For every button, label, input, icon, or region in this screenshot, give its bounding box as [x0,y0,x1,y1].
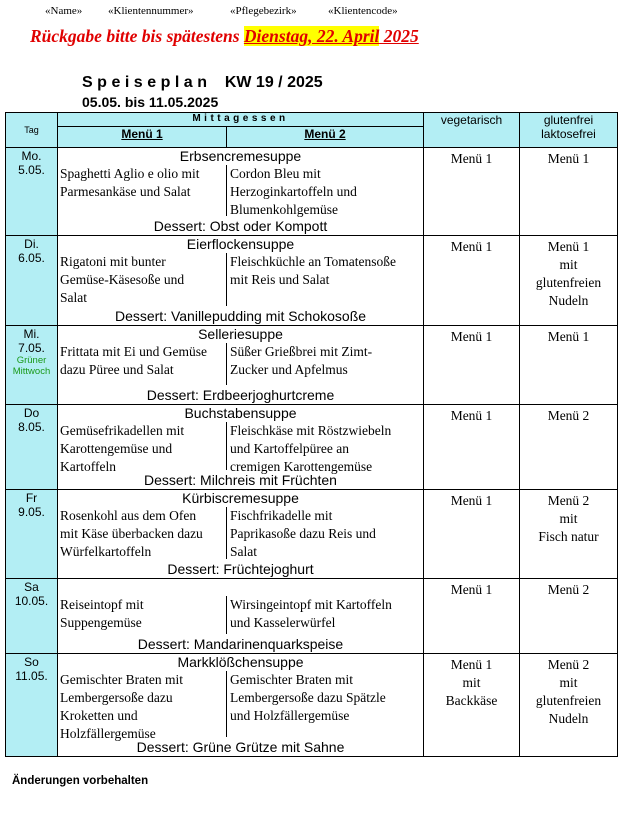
menu2-line: und Holzfällergemüse [230,708,350,723]
gf-line: Menü 2 [547,493,590,508]
day-name: Di. [24,237,39,251]
menu2-line: Wirsingeintopf mit Kartoffeln [230,597,392,612]
menu1-line: mit Käse überbacken dazu [60,526,203,541]
deadline-prefix: Rückgabe bitte bis spätestens [30,26,244,46]
gf-line: Nudeln [548,711,589,726]
menu2-line: Fischfrikadelle mit [230,508,333,523]
day-row [6,579,618,654]
gf-line: Menü 2 [547,657,590,672]
soup: Eierflockensuppe [186,236,295,252]
menu1-line: Frittata mit Ei und Gemüse [60,344,207,359]
footer-note: Änderungen vorbehalten [12,775,149,787]
header-menu2: Menü 2 [304,127,346,141]
veg-line: Menü 1 [450,582,493,597]
gf-line: Menü 1 [547,151,590,166]
menu2 [227,507,423,561]
veg-line: Menü 1 [450,657,493,672]
menu2-line: Salat [230,544,257,559]
day-cell [6,236,58,326]
gf-line: glutenfreien [535,693,602,708]
menu2-line: Herzoginkartoffeln und [230,184,357,199]
menu1-line: Rigatoni mit bunter [60,254,166,269]
menu-cell [58,326,424,405]
field-name: «Name» [45,5,83,17]
dessert: Dessert: Vanillepudding mit Schokosoße [114,308,367,324]
gf-line: Menü 2 [547,582,590,597]
day-date: 7.05. [18,341,45,355]
day-name: Sa [24,580,39,594]
day-cell [6,490,58,579]
menu1 [58,165,227,216]
deadline-date: Dienstag, 22. April [243,26,380,46]
veg-line: Menü 1 [450,493,493,508]
day-date: 6.05. [18,251,45,265]
menu2 [227,343,423,385]
veg-line: Menü 1 [450,151,493,166]
menu2-line: Gemischter Braten mit [230,672,353,687]
day-date: 5.05. [18,163,45,177]
veg-line: mit [462,675,481,690]
day-name: Do [23,406,40,420]
menu1-line: Gemüsefrikadellen mit [60,423,185,438]
menu2-line: Cordon Bleu mit [230,166,321,181]
menu1-line: Karottengemüse und [60,441,173,456]
menu2-line: Lembergersoße dazu Spätzle [230,690,386,705]
soup: Erbsencremesuppe [179,148,302,164]
menu2-line: Zucker und Apfelmus [230,362,348,377]
day-name: Mi. [23,327,40,341]
day-row [6,236,618,326]
menu1-line: Spaghetti Aglio e olio mit [60,166,200,181]
day-cell [6,405,58,490]
menu1-line: Lembergersoße dazu [60,690,173,705]
day-note: Grüner Mittwoch [12,355,51,377]
menu-cell [58,579,424,654]
deadline-year: 2025 [379,26,419,46]
menu2-line: und Kartoffelpüree an [230,441,349,456]
day-cell [6,579,58,654]
dessert: Dessert: Milchreis mit Früchten [144,472,337,488]
menu2-line: Fleischküchle an Tomatensoße [230,254,397,269]
vegetarian-option [424,405,520,490]
menu-table [5,112,618,757]
meals [58,596,423,634]
glutenfree-option [520,148,618,236]
day-row [6,148,618,236]
meals [58,253,423,306]
day-date: 8.05. [18,420,45,434]
day-name: So [24,655,39,669]
vegetarian-label: vegetarisch [440,113,503,127]
gf-line: mit [559,257,578,272]
menu2-line: Blumenkohlgemüse [230,202,338,217]
menu2-line: cremigen Karottengemüse [230,459,373,474]
field-client-number: «Klientennummer» [108,5,194,17]
veg-line: Menü 1 [450,329,493,344]
vegetarian-option [424,326,520,405]
dessert: Dessert: Früchtejoghurt [167,561,314,577]
menu1 [58,422,227,474]
field-client-code: «Klientencode» [328,5,398,17]
menu-cell [58,405,424,490]
glutenfree-option [520,654,618,757]
day-cell [6,148,58,236]
dessert: Dessert: Mandarinenquarkspeise [137,636,344,652]
day-name: Fr [25,491,38,505]
page-title [82,74,323,92]
menu2 [227,253,423,306]
vegetarian-option [424,236,520,326]
menu1-line: Kroketten und [60,708,138,723]
vegetarian-option [424,579,520,654]
vegetarian-option [424,654,520,757]
title-word: Speiseplan [82,74,212,91]
menu1 [58,671,227,741]
gf-line: mit [559,675,578,690]
day-row [6,654,618,757]
veg-line: Menü 1 [450,408,493,423]
soup [58,579,423,596]
gf-line: mit [559,511,578,526]
vegetarian-option [424,148,520,236]
soup: Markklößchensuppe [177,654,304,670]
soup: Kürbiscremesuppe [182,490,299,506]
meals [58,165,423,219]
menu1-line: Gemüse-Käsesoße und [60,272,185,287]
gf-line: Nudeln [548,293,589,308]
glutenfree-option [520,405,618,490]
menu-cell [58,654,424,757]
gf-line: Menü 2 [547,408,590,423]
header-menu1: Menü 1 [58,127,227,147]
menu-cell [58,236,424,326]
menu-cell [58,148,424,236]
menu1-line: Würfelkartoffeln [60,544,152,559]
veg-line: Menü 1 [450,239,493,254]
menu1-line: Holzfällergemüse [60,726,156,741]
glutenfree-option [520,326,618,405]
title-week: KW 19 / 2025 [224,74,323,91]
soup: Buchstabensuppe [184,405,297,421]
gf-line: Fisch natur [538,529,599,544]
date-range: 05.05. bis 11.05.2025 [82,94,219,110]
meals [58,671,423,741]
day-row [6,326,618,405]
menu2 [227,596,423,634]
menu1 [58,343,227,385]
gf-line: glutenfreien [535,275,602,290]
field-care-district: «Pflegebezirk» [230,5,297,17]
menu2-line: Paprikasoße dazu Reis und [230,526,376,541]
menu1-line: Rosenkohl aus dem Ofen [60,508,197,523]
menu2-line: Fleischkäse mit Röstzwiebeln [230,423,392,438]
header-menus [58,127,424,148]
return-deadline [30,26,590,47]
header-lunch: Mittagessen [58,113,424,127]
menu1-line: Kartoffeln [60,459,116,474]
dessert: Dessert: Grüne Grütze mit Sahne [136,739,345,755]
gf-line: Menü 1 [547,239,590,254]
day-name: Mo. [21,149,42,163]
day-row [6,490,618,579]
dessert: Dessert: Erdbeerjoghurtcreme [146,387,335,403]
dessert: Dessert: Obst oder Kompott [153,218,328,234]
menu1-line: Suppengemüse [60,615,142,630]
soup: Selleriesuppe [198,326,283,342]
veg-line: Backkäse [445,693,498,708]
header-glutenfree [520,113,618,148]
menu2 [227,671,423,737]
vegetarian-option [424,490,520,579]
lactosefree-label: laktosefrei [541,127,596,141]
menu2-line: mit Reis und Salat [230,272,330,287]
gf-line: Menü 1 [547,329,590,344]
menu1 [58,507,227,559]
day-date: 11.05. [15,669,48,683]
glutenfree-option [520,490,618,579]
menu2 [227,422,423,476]
meals [58,343,423,385]
day-cell [6,654,58,757]
day-cell [6,326,58,405]
day-date: 9.05. [18,505,45,519]
meals [58,422,423,476]
day-date: 10.05. [14,594,49,608]
glutenfree-label: glutenfrei [543,113,594,127]
menu1-line: dazu Püree und Salat [60,362,174,377]
header-vegetarian [424,113,520,148]
menu2-line: und Kasselerwürfel [230,615,336,630]
menu2 [227,165,423,219]
glutenfree-option [520,236,618,326]
header-day: Tag [6,113,58,148]
menu1 [58,596,227,634]
glutenfree-option [520,579,618,654]
menu1-line: Salat [60,290,87,305]
menu1 [58,253,227,306]
menu1-line: Gemischter Braten mit [60,672,183,687]
menu1-line: Parmesankäse und Salat [60,184,191,199]
day-row [6,405,618,490]
meals [58,507,423,561]
menu-cell [58,490,424,579]
menu2-line: Süßer Grießbrei mit Zimt- [230,344,373,359]
menu1-line: Reiseintopf mit [60,597,144,612]
